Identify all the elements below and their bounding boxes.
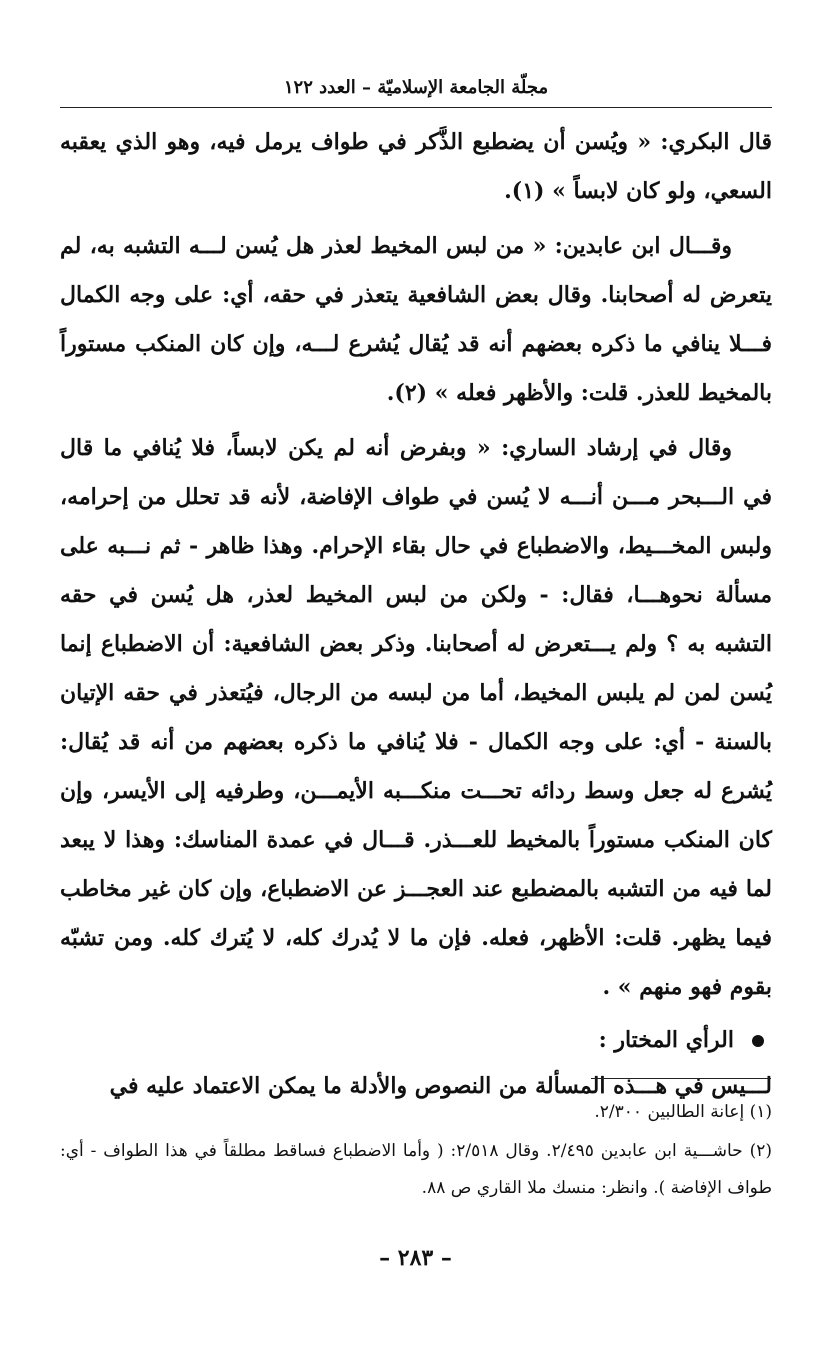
paragraph-ibn-abidin-quote: وقـــال ابن عابدين: « من لبس المخيط لعذر هل يُسن لـــه التشبه به، لم يتعرض له أصحابنا. وقال بعض الشافعية يتعذر في حقه، أي: على وجه الكمال فـــلا ينافي ما ذكره بعضهم أنه قد يُقال يُشرع لـــه، وإن كان المنكب مستوراً بالمخيط للعذر. قلت: والأظهر فعله » (٢).	[60, 233, 772, 406]
paragraph-closing: لـــيس في هـــذه المسألة من النصوص والأدلة ما يمكن الاعتماد عليه في	[109, 1073, 772, 1099]
footnote-1: (١) إعانة الطالبين ٢/٣٠٠.	[594, 1102, 772, 1122]
paragraph-irshad-al-sari-quote: وقال في إرشاد الساري: « وبفرض أنه لم يكن لابساً، فلا يُنافي ما قال في الـــبحر مـــن أنـــه لا يُسن في طواف الإفاضة، لأنه قد تحلل من إحرامه، ولبس المخـــيط، والاضطباع في حال بقاء الإحرام. وهذا ظاهر - ثم نـــبه على مسألة نحوهـــا، فقال: - ولكن من لبس المخيط لعذر، هل يُسن في حقه التشبه به ؟ ولم يـــتعرض له أصحابنا. وذكر بعض الشافعية: أن الاضطباع إنما يُسن لمن لم يلبس المخيط، أما من لبسه من الرجال، فيُتعذر في حقه الإتيان بالسنة - أي: على وجه الكمال - فلا يُنافي ما ذكره بعضهم من أنه قد يُقال: يُشرع له جعل وسط ردائه تحـــت منكـــبه الأيمـــن، وطرفيه إلى الأيسر، وإن كان المنكب مستوراً بالمخيط للعـــذر. قـــال في عمدة المناسك: وهذا لا يبعد لما فيه من التشبه بالمضطبع عند العجـــز عن الاضطباع، وإن كان غير مخاطب فيما يظهر. قلت: الأظهر، فعله. فإن ما لا يُدرك كله، لا يُترك كله. ومن تشبّه بقوم فهو منهم » .	[60, 435, 772, 1000]
footnote-2: (٢) حاشـــية ابن عابدين ٢/٤٩٥. وقال ٢/٥١٨: ( وأما الاضطباع فساقط مطلقاً في هذا الطواف - أي: طواف الإفاضة ). وانظر: منسك ملا القاري ص ٨٨.	[60, 1141, 772, 1198]
footnotes	[60, 1094, 772, 1209]
bullet-icon	[752, 1035, 764, 1047]
section-heading-label: الرأي المختار :	[598, 1027, 734, 1053]
paragraph-bakri-quote: قال البكري: « ويُسن أن يضطبع الذَّكر في طواف يرمل فيه، وهو الذي يعقبه السعي، ولو كان لابساً » (١).	[60, 129, 772, 204]
section-heading	[60, 1018, 772, 1062]
running-header: مجلّة الجامعة الإسلاميّة – العدد ١٢٢	[283, 77, 549, 98]
header-divider	[60, 107, 772, 108]
page-number: – ٢٨٣ –	[379, 1245, 452, 1271]
main-text	[60, 118, 772, 1117]
footnote-divider	[591, 1078, 771, 1079]
